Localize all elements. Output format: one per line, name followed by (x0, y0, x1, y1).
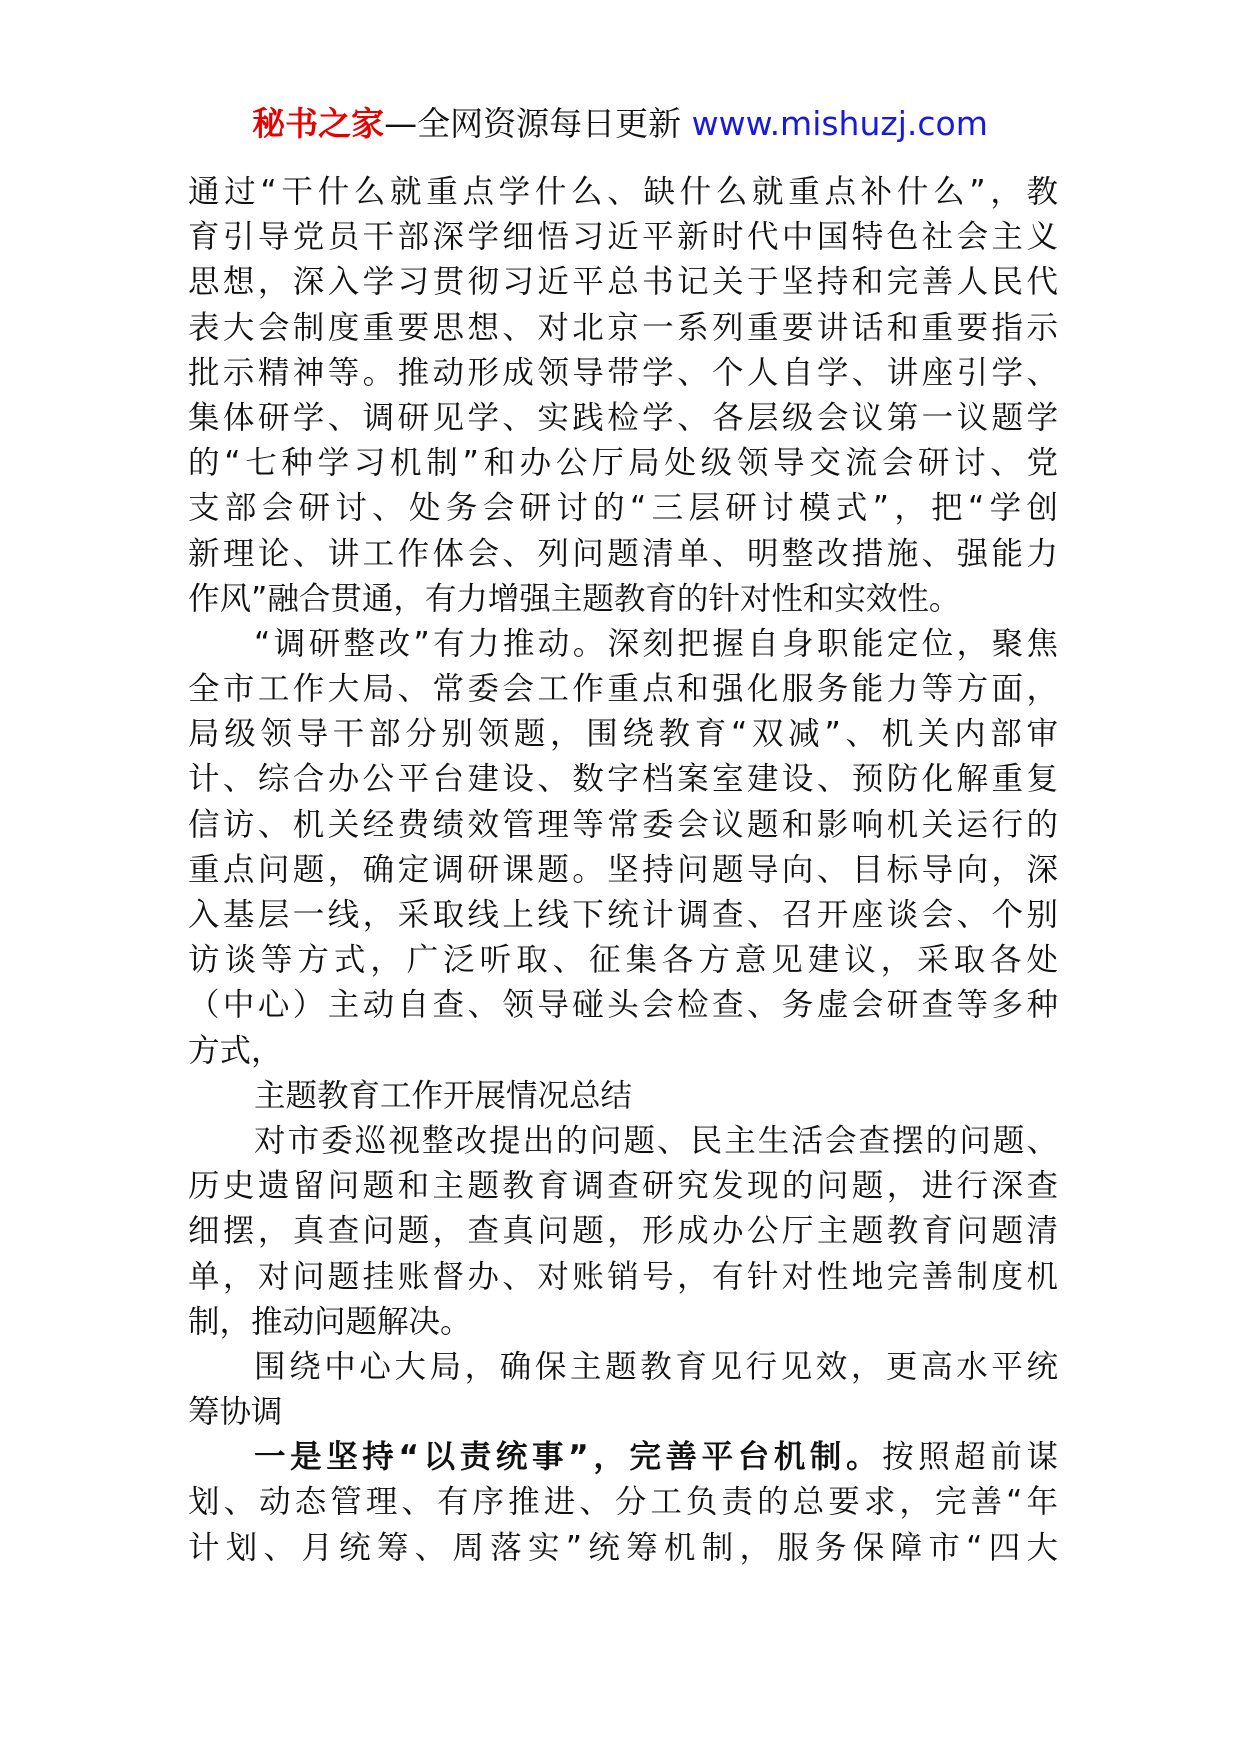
header-slogan: —全网资源每日更新 (384, 104, 692, 143)
text-line: “调研整改”有力推动。深刻把握自身职能定位，聚焦 (254, 625, 1058, 662)
text-line: （中心）主动自查、领导碰头会检查、务虚会研查等多种 (188, 987, 1058, 1024)
text-line: 重点问题，确定调研课题。坚持问题导向、目标导向，深 (188, 851, 1058, 888)
text-line: 集体研学、调研见学、实践检学、各层级会议第一议题学 (188, 399, 1058, 436)
text-line: 计划、月统筹、周落实”统筹机制，服务保障市“四大 (188, 1529, 1058, 1566)
text-line: 划、动态管理、有序推进、分工负责的总要求，完善“年 (188, 1484, 1058, 1521)
text-line: 批示精神等。推动形成领导带学、个人自学、讲座引学、 (188, 354, 1058, 391)
text-line: 育引导党员干部深学细悟习近平新时代中国特色社会主义 (188, 219, 1058, 256)
text-line: 的“七种学习机制”和办公厅局处级领导交流会研讨、党 (188, 445, 1058, 482)
document-header (0, 100, 1240, 148)
text-line: 新理论、讲工作体会、列问题清单、明整改措施、强能力 (188, 535, 1058, 572)
text-line: 计、综合办公平台建设、数字档案室建设、预防化解重复 (188, 761, 1058, 798)
text-line: 围绕中心大局，确保主题教育见行见效，更高水平统 (254, 1348, 1058, 1385)
text-line: 访谈等方式，广泛听取、征集各方意见建议，采取各处 (188, 942, 1058, 979)
text-line: 作风”融合贯通，有力增强主题教育的针对性和实效性。 (188, 580, 961, 617)
text-line: 全市工作大局、常委会工作重点和强化服务能力等方面， (188, 671, 1058, 708)
text-line: 表大会制度重要思想、对北京一系列重要讲话和重要指示 (188, 309, 1058, 346)
text-line: 局级领导干部分别领题，围绕教育“双减”、机关内部审 (188, 716, 1058, 753)
text-line: 筹协调 (188, 1394, 283, 1431)
text-line: 通过“干什么就重点学什么、缺什么就重点补什么”，教 (188, 174, 1058, 210)
brand-name: 秘书之家 (252, 104, 385, 143)
section-heading: 主题教育工作开展情况总结 (254, 1077, 633, 1114)
text-line: 信访、机关经费绩效管理等常委会议题和影响机关运行的 (188, 806, 1058, 843)
text-line (188, 1435, 1058, 1480)
text-line: 细摆，真查问题，查真问题，形成办公厅主题教育问题清 (188, 1213, 1058, 1250)
website-link[interactable]: www.mishuzj.com (691, 104, 988, 143)
text-line: 入基层一线，采取线上线下统计调查、召开座谈会、个别 (188, 897, 1058, 933)
text-line: 方式， (188, 1032, 283, 1069)
text-line: 历史遗留问题和主题教育调查研究发现的问题，进行深查 (188, 1168, 1058, 1205)
document-body (188, 170, 1058, 1571)
text-line: 制，推动问题解决。 (188, 1303, 472, 1340)
text-line: 支部会研讨、处务会研讨的“三层研讨模式”，把“学创 (188, 490, 1058, 527)
text-line-rest: 按照超前谋 (882, 1439, 1058, 1476)
text-line: 单，对问题挂账督办、对账销号，有针对性地完善制度机 (188, 1258, 1058, 1295)
text-line: 对市委巡视整改提出的问题、民主生活会查摆的问题、 (254, 1122, 1058, 1159)
text-line: 思想，深入学习贯彻习近平总书记关于坚持和完善人民代 (188, 264, 1058, 301)
bold-lead: 一是坚持“以责统事”，完善平台机制。 (254, 1439, 883, 1476)
